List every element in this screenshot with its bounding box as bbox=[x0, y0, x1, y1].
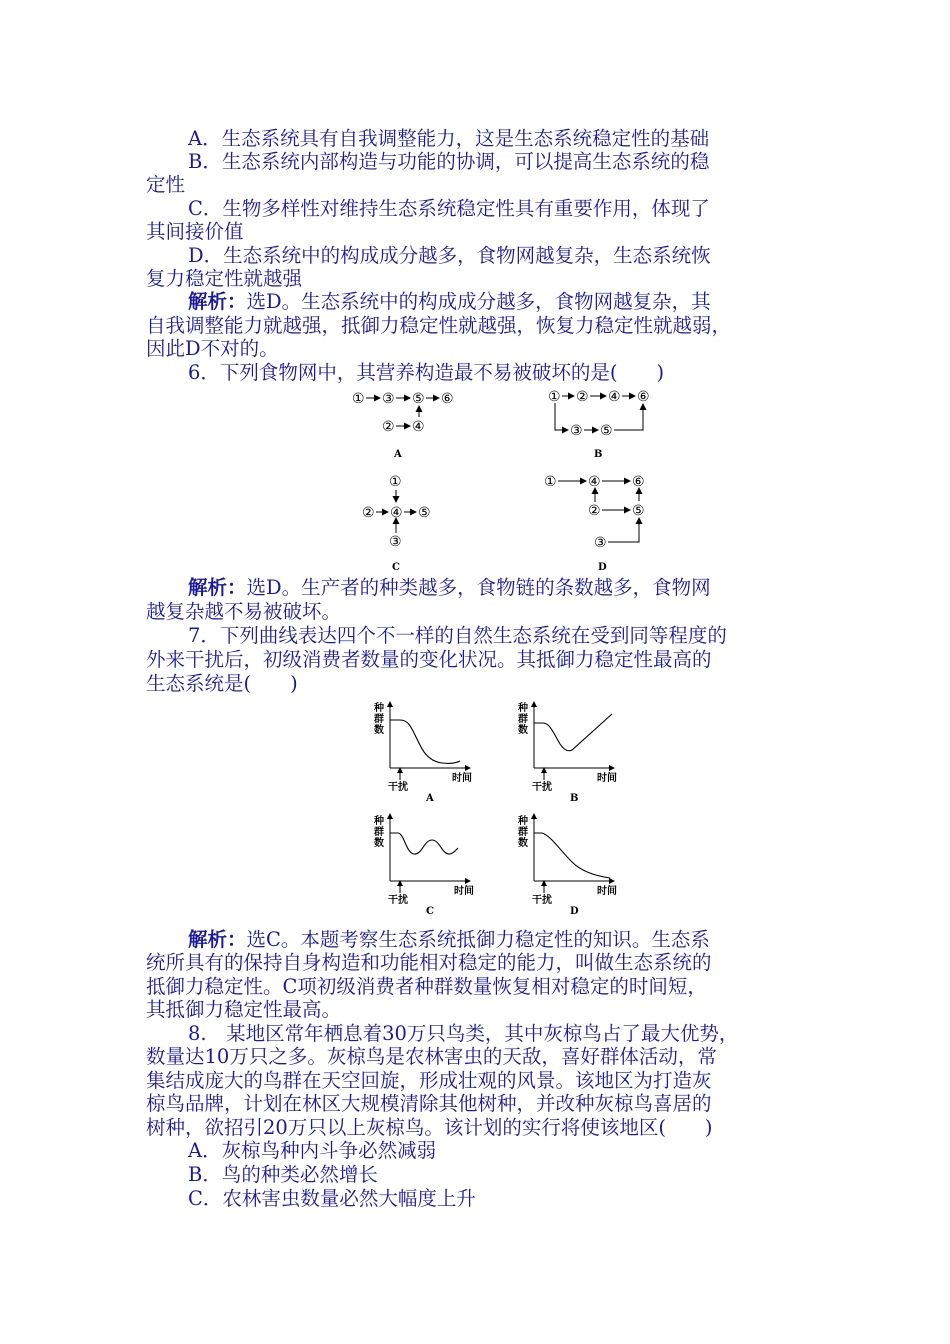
q5-analysis-line3: 因此D不对的。 bbox=[146, 337, 279, 360]
q7-analysis-line4: 其抵御力稳定性最高。 bbox=[146, 998, 342, 1021]
graph-c-label: C bbox=[426, 906, 434, 917]
web-c-label: C bbox=[392, 562, 400, 573]
q6-food-web-figure bbox=[340, 384, 660, 576]
web-a-label: A bbox=[394, 449, 402, 460]
web-b-label: B bbox=[594, 449, 603, 460]
web-a-node-2: ② bbox=[382, 419, 395, 435]
graph-c-xlabel: 时间 bbox=[454, 886, 474, 897]
web-d-node-6: ⑥ bbox=[632, 474, 645, 490]
q7-population-curves-figure bbox=[360, 700, 630, 924]
q5-option-b-line2: 定性 bbox=[146, 173, 186, 196]
analysis-heading: 解析： bbox=[188, 928, 247, 951]
graph-b-disturb: 干扰 bbox=[532, 782, 552, 793]
graph-d-ylabel-3: 数 bbox=[518, 838, 528, 849]
graph-b-ylabel-2: 群 bbox=[518, 714, 528, 725]
web-d-node-4: ④ bbox=[588, 474, 601, 490]
graph-b-ylabel-1: 种 bbox=[518, 703, 528, 714]
q7-stem-line1: 7．下列曲线表达四个不一样的自然生态系统在受到同等程度的 bbox=[188, 624, 727, 647]
q5-option-b-line1: B．生态系统内部构造与功能的协调，可以提高生态系统的稳 bbox=[188, 150, 710, 173]
web-c-node-1: ① bbox=[389, 474, 402, 490]
graph-a-ylabel-2: 群 bbox=[374, 714, 384, 725]
web-c-node-2: ② bbox=[362, 505, 375, 521]
web-a-node-4: ④ bbox=[412, 419, 425, 435]
food-web-d bbox=[544, 474, 645, 573]
q8-option-b: B．鸟的种类必然增长 bbox=[188, 1163, 378, 1186]
q7-analysis-line3: 抵御力稳定性。C项初级消费者种群数量恢复相对稳定的时间短， bbox=[146, 975, 707, 998]
q5-analysis-line2: 自我调整能力就越强，抵御力稳定性就越强，恢复力稳定性就越弱， bbox=[146, 314, 732, 337]
web-c-node-5: ⑤ bbox=[418, 505, 431, 521]
q5-option-a: A．生态系统具有自我调整能力，这是生态系统稳定性的基础 bbox=[188, 127, 710, 150]
graph-c-disturb: 干扰 bbox=[388, 895, 408, 906]
graph-c bbox=[373, 814, 474, 917]
analysis-text: 选C。本题考察生态系统抵御力稳定性的知识。生态系 bbox=[246, 928, 710, 951]
q5-option-c-line1: C．生物多样性对维持生态系统稳定性具有重要作用，体现了 bbox=[188, 197, 710, 220]
web-a-node-6: ⑥ bbox=[441, 391, 454, 407]
q5-analysis-line1 bbox=[188, 290, 852, 313]
graph-a-disturb: 干扰 bbox=[388, 782, 408, 793]
analysis-text: 选D。生态系统中的构成成分越多，食物网越复杂，其 bbox=[246, 290, 711, 313]
web-d-node-2: ② bbox=[588, 503, 601, 519]
web-b-node-3: ③ bbox=[570, 423, 583, 439]
graph-d-ylabel-1: 种 bbox=[518, 816, 528, 827]
q6-analysis-line2: 越复杂越不易被破坏。 bbox=[146, 600, 342, 623]
graph-d-label: D bbox=[570, 906, 579, 917]
q8-option-c: C．农林害虫数量必然大幅度上升 bbox=[188, 1187, 476, 1210]
analysis-heading: 解析： bbox=[188, 576, 247, 599]
graph-a-ylabel-1: 种 bbox=[374, 703, 384, 714]
q7-analysis-line1 bbox=[188, 928, 852, 951]
q8-stem-line3: 集结成庞大的鸟群在天空回旋，形成壮观的风景。该地区为打造灰 bbox=[146, 1069, 712, 1092]
web-a-node-5: ⑤ bbox=[412, 391, 425, 407]
web-b-node-5: ⑤ bbox=[600, 423, 613, 439]
web-a-node-1: ① bbox=[352, 391, 365, 407]
q8-stem-line2: 数量达10万只之多。灰椋鸟是农林害虫的天敌，喜好群体活动，常 bbox=[146, 1045, 717, 1068]
web-d-label: D bbox=[598, 562, 607, 573]
graph-d bbox=[517, 814, 617, 917]
graph-b-xlabel: 时间 bbox=[597, 773, 617, 784]
q7-analysis-line2: 统所具有的保持自身构造和功能相对稳定的能力，叫做生态系统的 bbox=[146, 951, 712, 974]
q8-stem-line1: 8. 某地区常年栖息着30万只鸟类，其中灰椋鸟占了最大优势， bbox=[188, 1022, 739, 1045]
q6-stem: 6．下列食物网中，其营养构造最不易被破坏的是( ) bbox=[188, 361, 665, 384]
food-web-b bbox=[548, 389, 650, 460]
q7-stem-line2: 外来干扰后，初级消费者数量的变化状况。其抵御力稳定性最高的 bbox=[146, 648, 712, 671]
web-c-node-3: ③ bbox=[389, 534, 402, 550]
web-d-node-5: ⑤ bbox=[632, 503, 645, 519]
graph-d-xlabel: 时间 bbox=[597, 886, 617, 897]
web-b-node-2: ② bbox=[576, 389, 589, 405]
graph-c-ylabel-1: 种 bbox=[374, 816, 384, 827]
web-b-node-4: ④ bbox=[608, 389, 621, 405]
graph-b-ylabel-3: 数 bbox=[518, 725, 528, 736]
web-b-node-1: ① bbox=[548, 389, 561, 405]
graph-a-label: A bbox=[426, 793, 434, 804]
graph-c-ylabel-2: 群 bbox=[374, 827, 384, 838]
graph-a bbox=[373, 701, 472, 804]
q5-option-d-line2: 复力稳定性就越强 bbox=[146, 267, 303, 290]
q6-analysis-line1 bbox=[188, 576, 852, 599]
graph-a-ylabel-3: 数 bbox=[374, 725, 384, 736]
web-d-node-1: ① bbox=[544, 474, 557, 490]
analysis-heading: 解析： bbox=[188, 290, 247, 313]
q7-stem-line3: 生态系统是( ) bbox=[146, 672, 298, 695]
graph-a-xlabel: 时间 bbox=[452, 773, 472, 784]
analysis-text: 选D。生产者的种类越多，食物链的条数越多，食物网 bbox=[246, 576, 711, 599]
web-d-node-3: ③ bbox=[594, 535, 607, 551]
graph-c-ylabel-3: 数 bbox=[374, 838, 384, 849]
graph-d-disturb: 干扰 bbox=[532, 895, 552, 906]
graph-d-ylabel-2: 群 bbox=[518, 827, 528, 838]
q8-option-a: A．灰椋鸟种内斗争必然减弱 bbox=[188, 1139, 437, 1162]
web-a-node-3: ③ bbox=[382, 391, 395, 407]
q8-stem-line5: 树种，欲招引20万只以上灰椋鸟。该计划的实行将使该地区( ) bbox=[146, 1116, 713, 1139]
graph-b-label: B bbox=[570, 793, 579, 804]
web-b-node-6: ⑥ bbox=[637, 389, 650, 405]
food-web-a bbox=[352, 391, 454, 460]
food-web-c bbox=[362, 474, 431, 573]
q5-option-d-line1: D．生态系统中的构成成分越多，食物网越复杂，生态系统恢 bbox=[188, 244, 711, 267]
web-c-node-4: ④ bbox=[390, 505, 403, 521]
q5-option-c-line2: 其间接价值 bbox=[146, 220, 244, 243]
graph-b bbox=[517, 701, 617, 804]
q8-stem-line4: 椋鸟品牌，计划在林区大规模清除其他树种，并改种灰椋鸟喜居的 bbox=[146, 1092, 712, 1115]
